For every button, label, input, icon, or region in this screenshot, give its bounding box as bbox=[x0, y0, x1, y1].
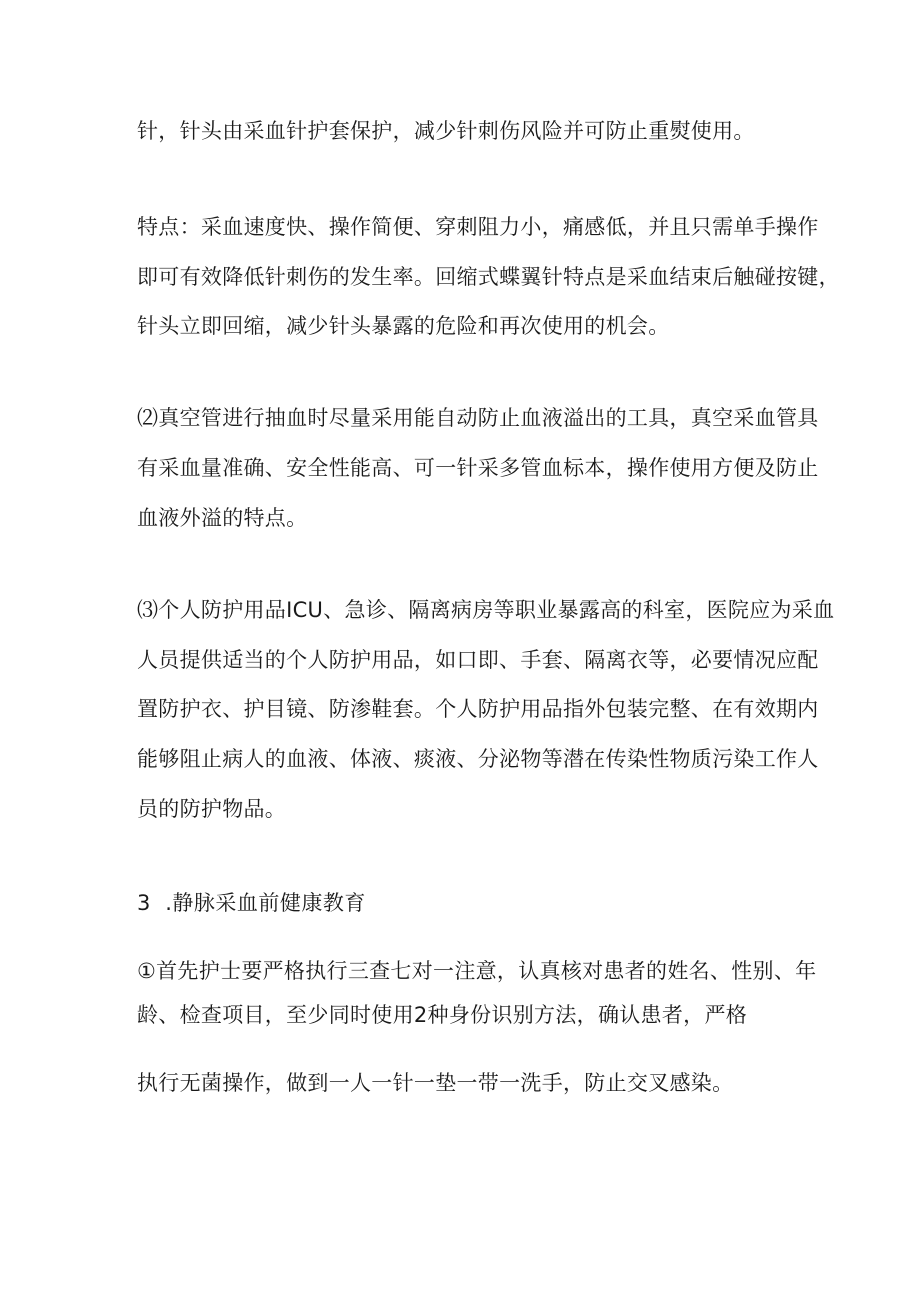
paragraph-vacuum-line-3: 血液外溢的特点。 bbox=[137, 506, 308, 530]
paragraph-vacuum-line-2: 有采血量准确、安全性能高、可一针采多管血标本，操作使用方便及防止 bbox=[137, 456, 819, 480]
paragraph-verification-line-2: 龄、检查项目，至少同时使用2种身份识别方法，确认患者，严格 bbox=[137, 1003, 748, 1027]
paragraph-vacuum-line-1: ⑵真空管进行抽血时尽量采用能自动防止血液溢出的工具，真空采血管具 bbox=[137, 406, 819, 430]
paragraph-ppe-line-5: 员的防护物品。 bbox=[137, 797, 287, 821]
paragraph-verification-line-1: ①首先护士要严格执行三查七对一注意，认真核对患者的姓名、性别、年 bbox=[137, 959, 817, 983]
paragraph-ppe-line-4: 能够阻止病人的血液、体液、痰液、分泌物等潜在传染性物质污染工作人 bbox=[137, 747, 819, 771]
paragraph-needle-line-1: 针，针头由采血针护套保护，减少针刺伤风险并可防止重熨使用。 bbox=[137, 119, 755, 143]
paragraph-ppe-line-1: ⑶个人防护用品ICU、急诊、隔离病房等职业暴露高的科室，医院应为采血 bbox=[137, 598, 835, 622]
paragraph-aseptic-line-1: 执行无菌操作，做到一人一针一垫一带一洗手，防止交叉感染。 bbox=[137, 1071, 734, 1095]
section-heading: 3 .静脉采血前健康教育 bbox=[137, 891, 366, 915]
paragraph-features-line-1: 特点：采血速度快、操作简便、穿刺阻力小，痛感低，并且只需单手操作 bbox=[137, 215, 819, 239]
paragraph-ppe-line-3: 置防护衣、护目镜、防渗鞋套。个人防护用品指外包装完整、在有效期内 bbox=[137, 697, 819, 721]
paragraph-features-line-3: 针头立即回缩，减少针头暴露的危险和再次使用的机会。 bbox=[137, 314, 670, 338]
paragraph-ppe-line-2: 人员提供适当的个人防护用品，如口即、手套、隔离衣等，必要情况应配 bbox=[137, 648, 819, 672]
paragraph-features-line-2: 即可有效降低针刺伤的发生率。回缩式蝶翼针特点是采血结束后触碰按键， bbox=[137, 265, 840, 289]
